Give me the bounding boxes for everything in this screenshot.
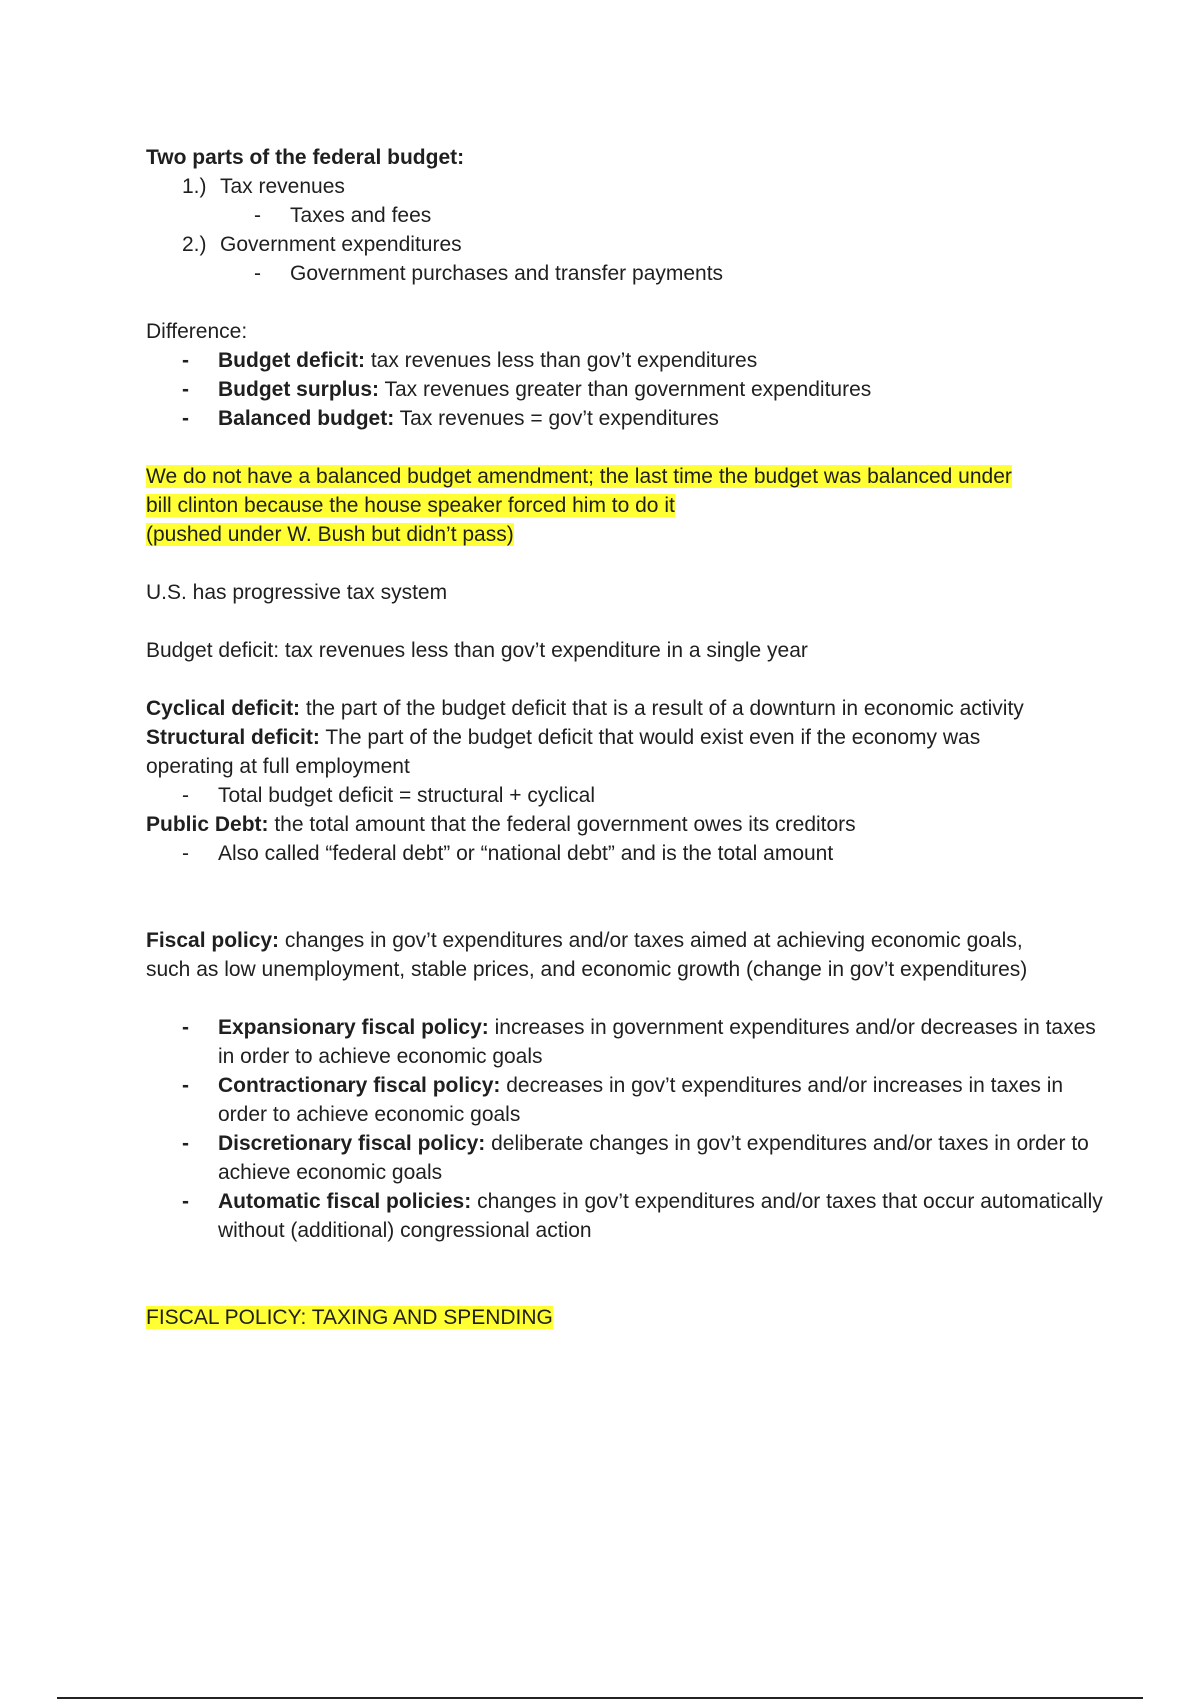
list-item: 1.) Tax revenues [182, 175, 345, 198]
sub-list-item: - Government purchases and transfer payments [254, 262, 724, 285]
structural-deficit-cont: operating at full employment [146, 755, 410, 778]
structural-deficit: Structural deficit: The part of the budget deficit that would exist even if the economy was [146, 726, 981, 749]
list-item: 2.) Government expenditures [182, 233, 462, 256]
highlighted-note-line: We do not have a balanced budget amendment; the last time the budget was balanced under [146, 465, 1012, 488]
notes-page [146, 143, 1106, 1332]
highlighted-heading: FISCAL POLICY: TAXING AND SPENDING [146, 1306, 553, 1329]
section-title: Two parts of the federal budget: [146, 146, 465, 169]
cyclical-deficit: Cyclical deficit: the part of the budget deficit that is a result of a downturn in economic activity [146, 697, 1024, 720]
progressive-tax-note: U.S. has progressive tax system [146, 581, 448, 604]
highlighted-note-line: (pushed under W. Bush but didn’t pass) [146, 523, 514, 546]
fiscal-policy-definition: Fiscal policy: changes in gov’t expenditures and/or taxes aimed at achieving economic goals, [146, 929, 1023, 952]
bullet-item: - Budget surplus: Tax revenues greater than government expenditures [182, 378, 872, 401]
bullet-item: - Budget deficit: tax revenues less than gov’t expenditures [182, 349, 758, 372]
bullet-item: - Automatic fiscal policies: changes in gov’t expenditures and/or taxes that occur automatically without (additional) congressional action [182, 1190, 1103, 1242]
bullet-item: - Expansionary fiscal policy: increases in government expenditures and/or decreases in taxes in order to achieve economic goals [182, 1016, 1096, 1068]
difference-heading: Difference: [146, 320, 248, 343]
bullet-item: - Contractionary fiscal policy: decreases in gov’t expenditures and/or increases in taxes in order to achieve economic goals [182, 1074, 1064, 1126]
public-debt: Public Debt: the total amount that the federal government owes its creditors [146, 813, 856, 836]
fiscal-policy-definition-cont: such as low unemployment, stable prices, and economic growth (change in gov’t expenditures) [146, 958, 1028, 981]
bullet-item: - Total budget deficit = structural + cyclical [182, 784, 596, 807]
bullet-item: - Also called “federal debt” or “national debt” and is the total amount [182, 842, 834, 865]
page-bottom-rule [57, 1697, 1143, 1699]
bullet-item: - Discretionary fiscal policy: deliberate changes in gov’t expenditures and/or taxes in order to achieve economic goals [182, 1132, 1089, 1184]
bullet-item: - Balanced budget: Tax revenues = gov’t expenditures [182, 407, 719, 430]
sub-list-item: - Taxes and fees [254, 204, 432, 227]
deficit-note: Budget deficit: tax revenues less than gov’t expenditure in a single year [146, 639, 808, 662]
highlighted-note-line: bill clinton because the house speaker forced him to do it [146, 494, 675, 517]
